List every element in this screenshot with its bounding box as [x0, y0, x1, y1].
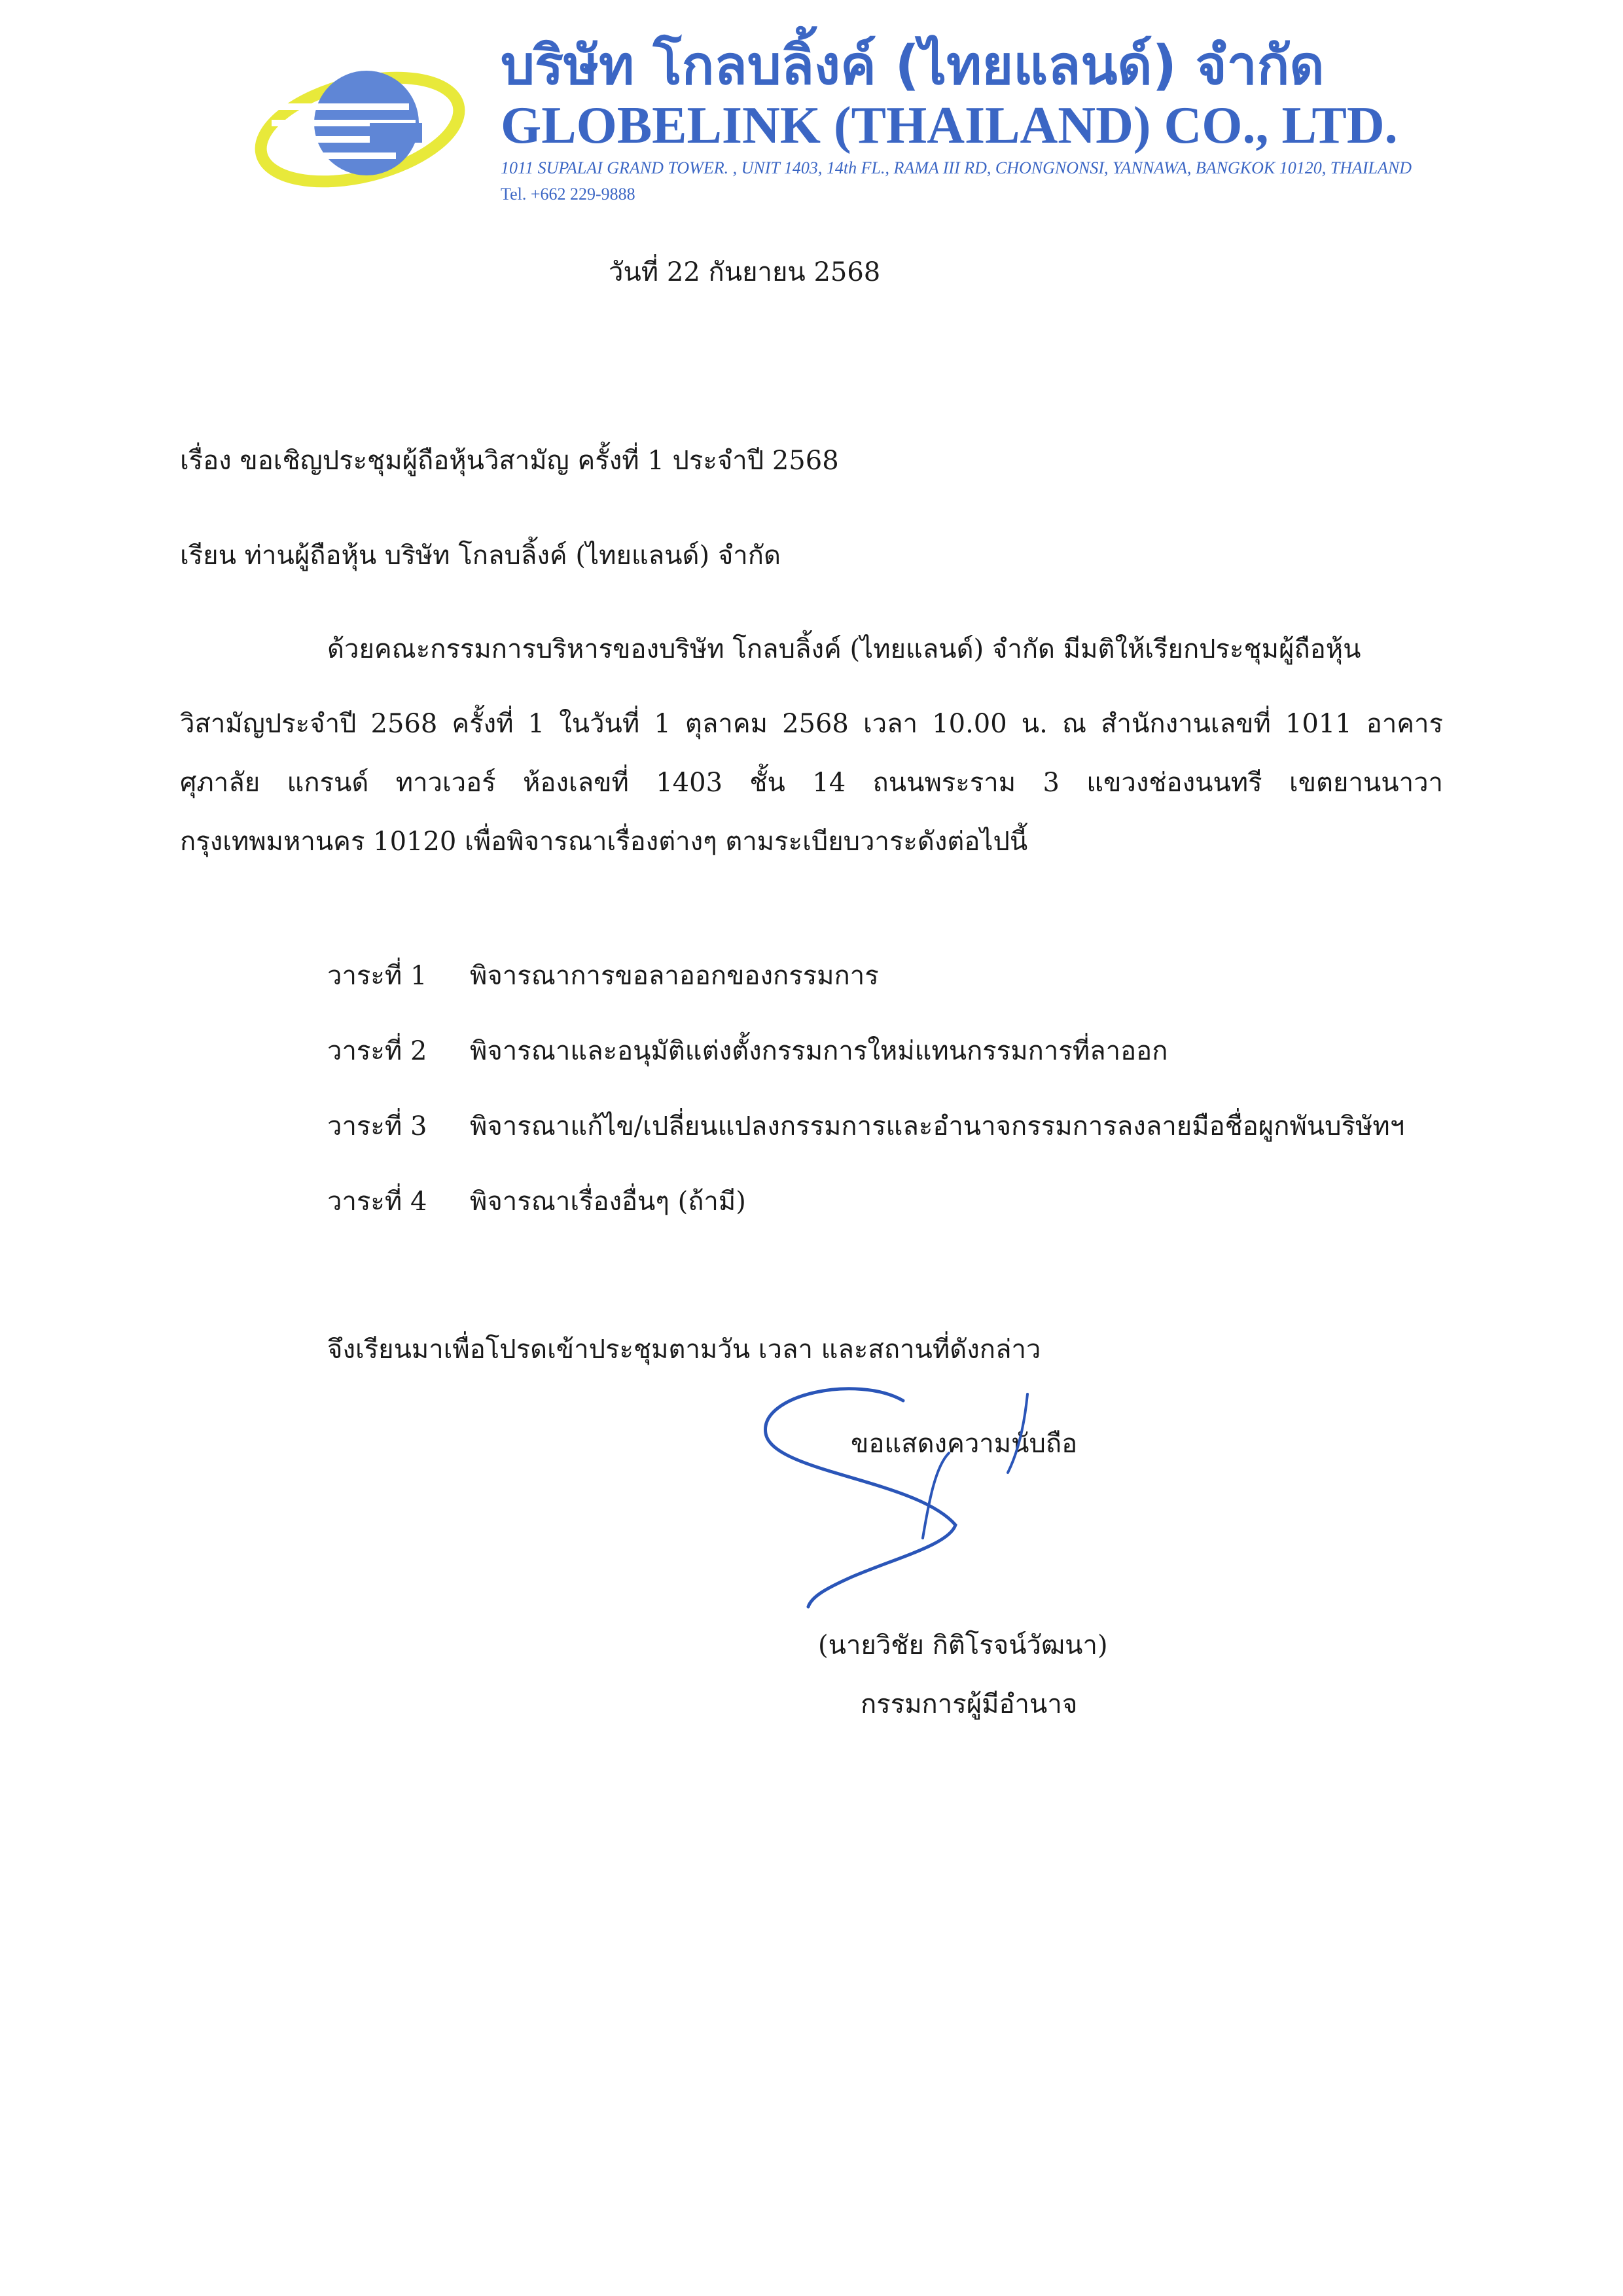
letter-date: วันที่ 22 กันยายน 2568 — [609, 257, 881, 287]
signatory-position: กรรมการผู้มีอำนาจ — [861, 1689, 1078, 1719]
agenda-text-1: พิจารณาการขอลาออกของกรรมการ — [470, 961, 879, 991]
company-name-english: GLOBELINK (THAILAND) CO., LTD. — [501, 97, 1398, 154]
body-line-4: กรุงเทพมหานคร 10120 เพื่อพิจารณาเรื่องต่างๆ ตามระเบียบวาระดังต่อไปนี้ — [180, 827, 1028, 857]
letter-subject: เรื่อง ขอเชิญประชุมผู้ถือหุ้นวิสามัญ ครั้งที่ 1 ประจำปี 2568 — [180, 446, 839, 476]
body-line-2: วิสามัญประจำปี 2568 ครั้งที่ 1 ในวันที่ 1 ตุลาคม 2568 เวลา 10.00 น. ณ สำนักงานเลขที่ 1011 อาคาร — [180, 709, 1443, 739]
closing-text: จึงเรียนมาเพื่อโปรดเข้าประชุมตามวัน เวลา และสถานที่ดังกล่าว — [327, 1335, 1041, 1365]
company-address: 1011 SUPALAI GRAND TOWER. , UNIT 1403, 14th FL., RAMA III RD, CHONGNONSI, YANNAWA, BANGKOK 10120, THAILAND — [501, 158, 1412, 177]
agenda-text-3: พิจารณาแก้ไข/เปลี่ยนแปลงกรรมการและอำนาจกรรมการลงลายมือชื่อผูกพันบริษัทฯ — [470, 1111, 1405, 1141]
signatory-name: (นายวิชัย กิติโรจน์วัฒนา) — [818, 1630, 1108, 1660]
body-line-1: ด้วยคณะกรรมการบริหารของบริษัท โกลบลิ้งค์ (ไทยแลนด์) จำกัด มีมติให้เรียกประชุมผู้ถือหุ้น — [327, 634, 1361, 664]
agenda-label-4: วาระที่ 4 — [327, 1187, 427, 1217]
agenda-text-4: พิจารณาเรื่องอื่นๆ (ถ้ามี) — [470, 1187, 746, 1217]
agenda-label-1: วาระที่ 1 — [327, 961, 427, 991]
company-telephone: Tel. +662 229-9888 — [501, 185, 635, 204]
globelink-logo-icon — [252, 58, 468, 202]
company-name-thai: บริษัท โกลบลิ้งค์ (ไทยแลนด์) จำกัด — [501, 35, 1325, 97]
agenda-text-2: พิจารณาและอนุมัติแต่งตั้งกรรมการใหม่แทนกรรมการที่ลาออก — [470, 1036, 1168, 1066]
letter-recipient: เรียน ท่านผู้ถือหุ้น บริษัท โกลบลิ้งค์ (ไทยแลนด์) จำกัด — [180, 541, 781, 571]
regards-text: ขอแสดงความนับถือ — [851, 1429, 1078, 1459]
agenda-label-3: วาระที่ 3 — [327, 1111, 427, 1141]
agenda-label-2: วาระที่ 2 — [327, 1036, 427, 1066]
handwritten-signature — [753, 1381, 1047, 1656]
body-line-3: ศุภาลัย แกรนด์ ทาวเวอร์ ห้องเลขที่ 1403 ชั้น 14 ถนนพระราม 3 แขวงช่องนนทรี เขตยานนาวา — [180, 768, 1443, 798]
